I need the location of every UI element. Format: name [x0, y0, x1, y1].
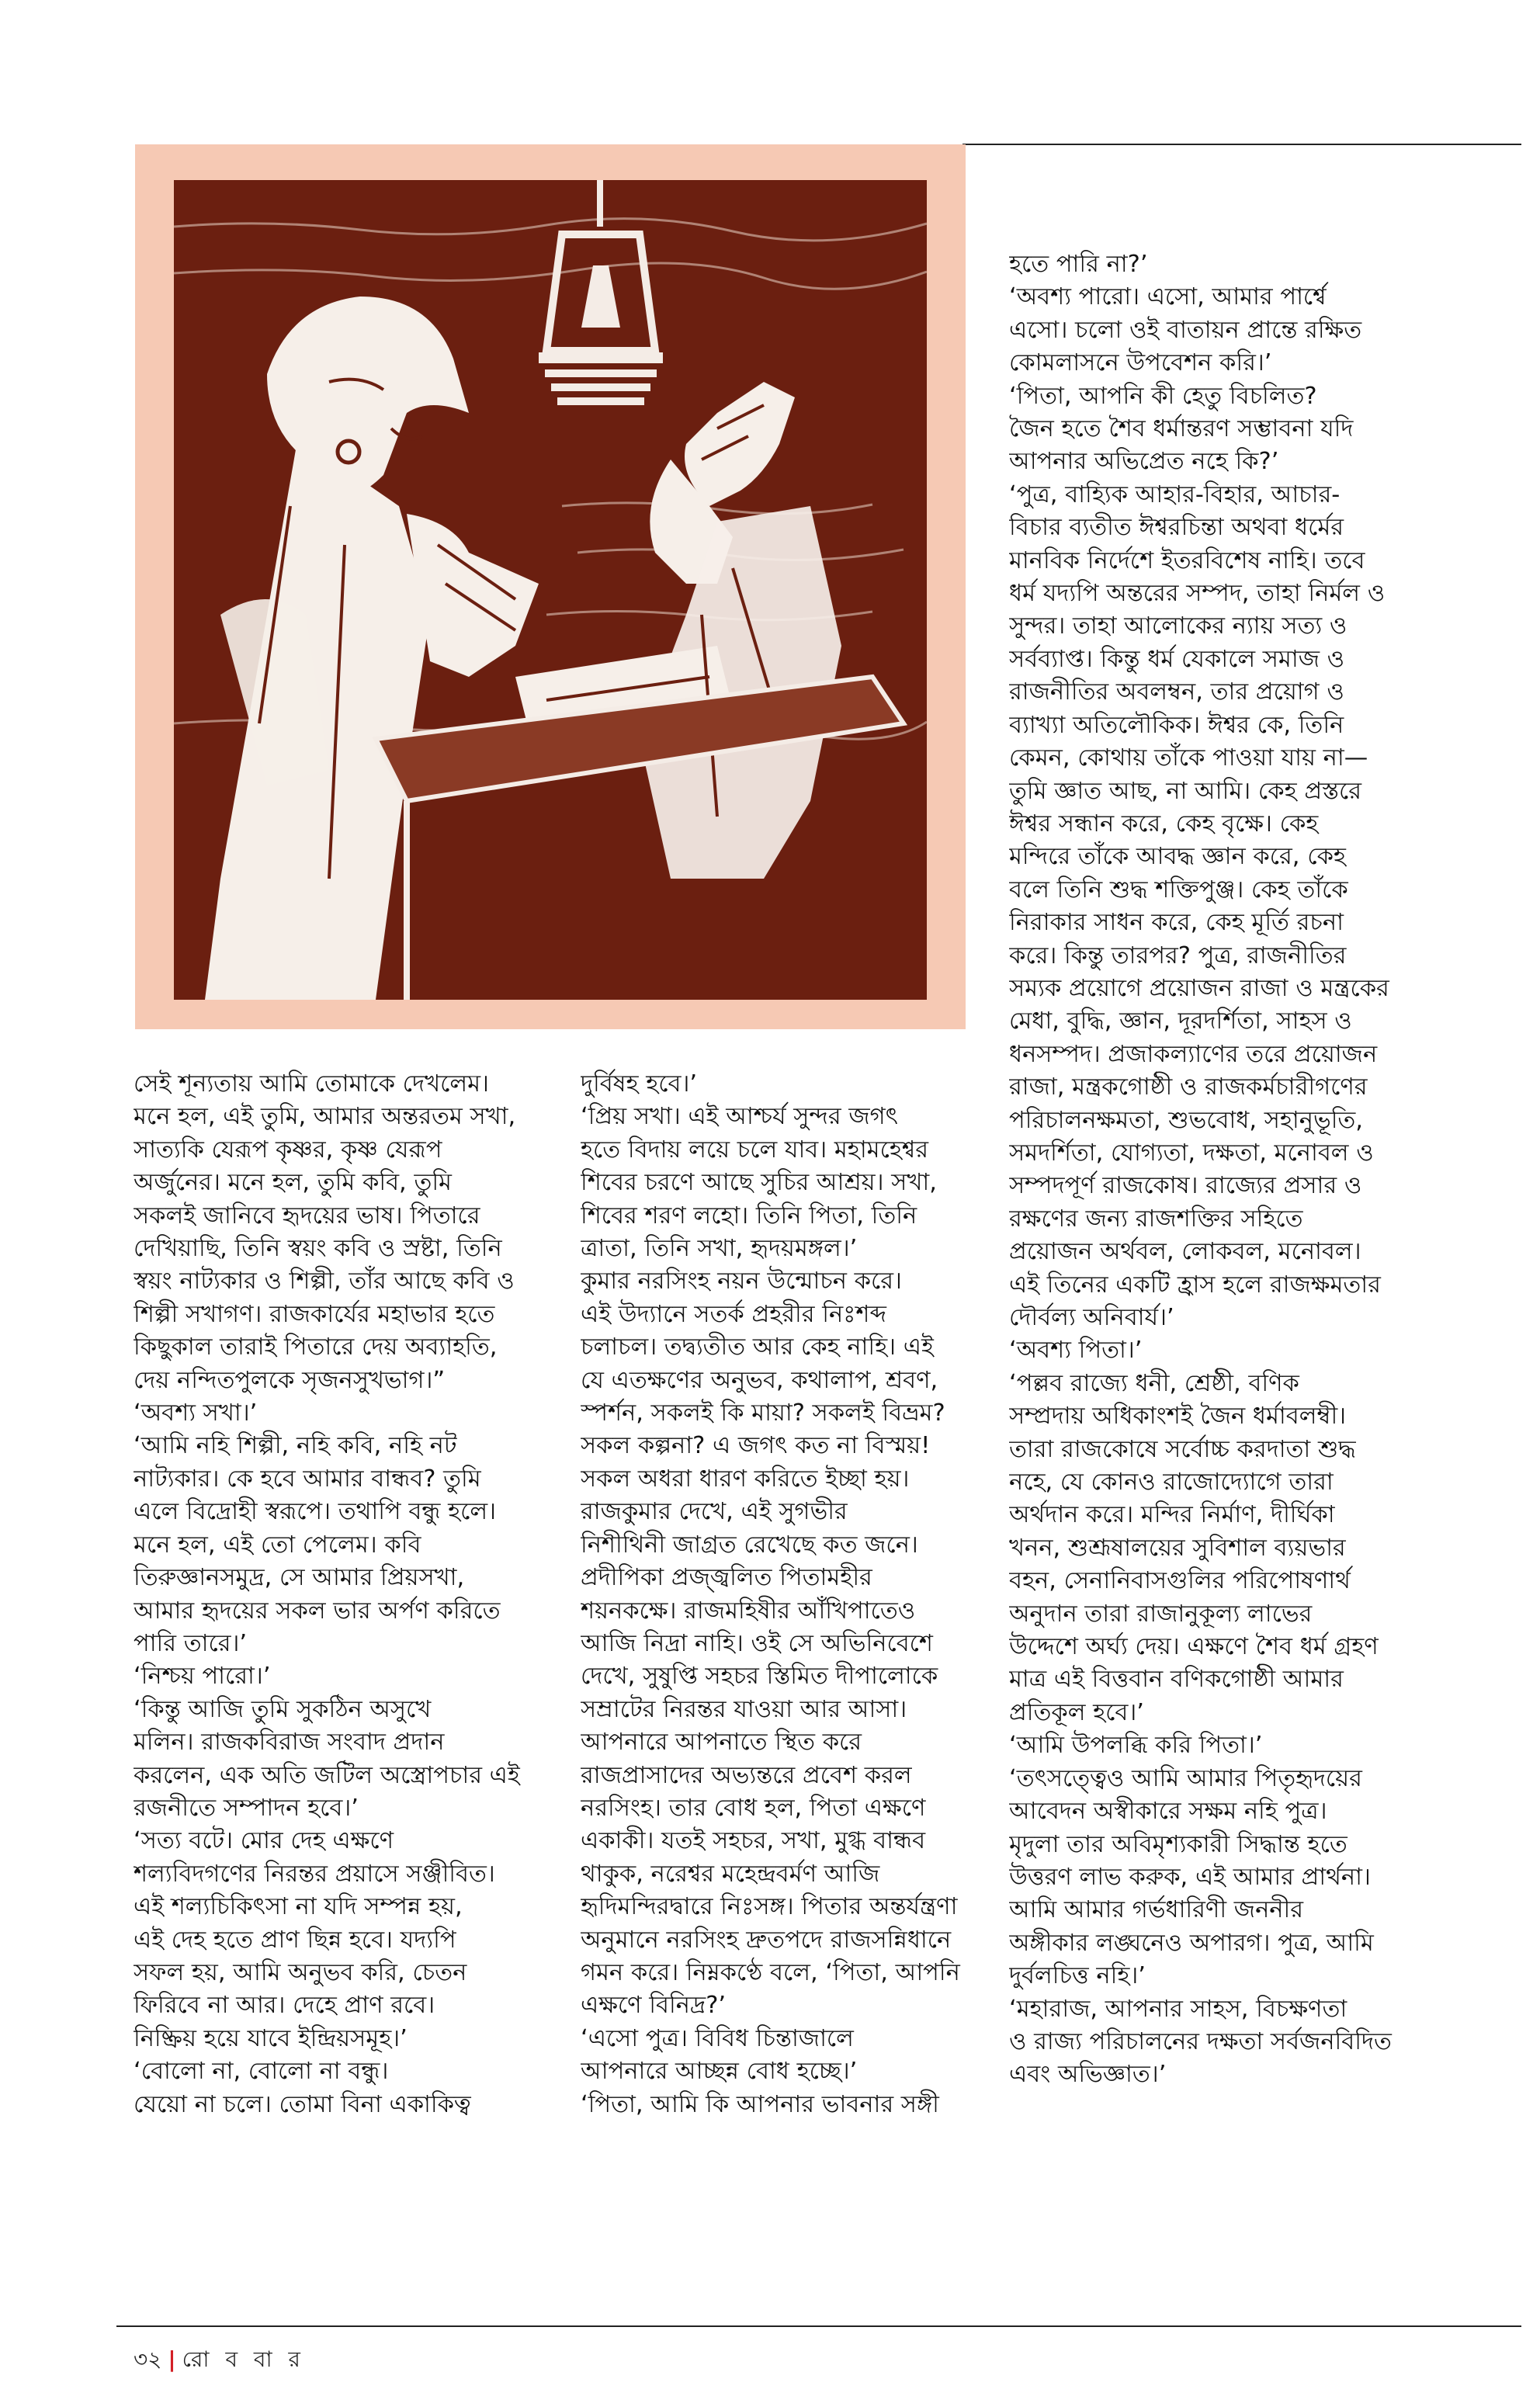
text-line: যে এতক্ষণের অনুভব, কথালাপ, শ্রবণ,: [581, 1366, 938, 1394]
text-line: রজনীতে সম্পাদন হবে।’: [134, 1794, 359, 1822]
text-line: অনুমানে নরসিংহ দ্রুতপদে রাজসন্নিধানে: [581, 1926, 952, 1954]
text-line: হতে বিদায় লয়ে চলে যাব। মহামহেশ্বর: [581, 1136, 929, 1164]
text-line: আপনারে আপনাতে স্থিত করে: [581, 1729, 862, 1757]
woodcut-illustration: [135, 144, 966, 1029]
text-line: দেখিয়াছি, তিনি স্বয়ং কবি ও স্রষ্টা, তিনি: [134, 1235, 502, 1263]
text-line: মানবিক নির্দেশে ইতরবিশেষ নাহি। তবে: [1009, 546, 1365, 574]
text-line: ‘এসো পুত্র। বিবিধ চিন্তাজালে: [581, 2024, 854, 2052]
text-line: বলে তিনি শুদ্ধ শক্তিপুঞ্জ। কেহ তাঁকে: [1009, 876, 1348, 903]
text-line: আজি নিদ্রা নাহি। ওই সে অভিনিবেশে: [581, 1629, 933, 1657]
text-line: মলিন। রাজকবিরাজ সংবাদ প্রদান: [134, 1729, 445, 1757]
text-line: চলাচল। তদ্ব্যতীত আর কেহ নাহি। এই: [581, 1333, 934, 1361]
text-line: কিছুকাল তারাই পিতারে দেয় অব্যাহতি,: [134, 1333, 498, 1361]
text-line: ‘প্রিয় সখা। এই আশ্চর্য সুন্দর জগৎ: [581, 1103, 898, 1131]
text-line: হৃদিমন্দিরদ্বারে নিঃসঙ্গ। পিতার অন্তর্যন্ত্রণা: [581, 1893, 958, 1921]
text-line: করে। কিন্তু তারপর? পুত্র, রাজনীতির: [1009, 942, 1347, 969]
text-line: ‘পুত্র, বাহ্যিক আহার-বিহার, আচার-: [1009, 480, 1341, 508]
text-line: ‘অবশ্য সখা।’: [134, 1399, 258, 1427]
text-line: দুর্বিষহ হবে।’: [581, 1070, 698, 1098]
text-line: যেয়ো না চলে। তোমা বিনা একাকিত্ব: [134, 2090, 471, 2118]
text-line: মন্দিরে তাঁকে আবদ্ধ জ্ঞান করে, কেহ: [1009, 843, 1346, 871]
text-line: ‘পল্লব রাজ্যে ধনী, শ্রেষ্ঠী, বণিক: [1009, 1369, 1299, 1397]
text-column-3: [1009, 248, 1498, 2298]
text-line: সুন্দর। তাহা আলোকের ন্যায় সত্য ও: [1009, 612, 1348, 640]
text-line: সকলই জানিবে হৃদয়ের ভাষ। পিতারে: [134, 1202, 480, 1229]
text-column-2: [581, 1068, 969, 2302]
text-line: মৃদুলা তার অবিমৃশ্যকারী সিদ্ধান্ত হতে: [1009, 1830, 1348, 1858]
text-line: রাজা, মন্ত্রকগোষ্ঠী ও রাজকর্মচারীগণের: [1009, 1073, 1368, 1101]
text-line: কুমার নরসিংহ নয়ন উন্মোচন করে।: [581, 1268, 902, 1295]
text-line: তিরুজ্ঞানসমুদ্র, সে আমার প্রিয়সখা,: [134, 1564, 465, 1592]
text-line: হতে পারি না?’: [1009, 251, 1148, 278]
text-line: অর্জুনের। মনে হল, তুমি কবি, তুমি: [134, 1169, 452, 1197]
text-line: প্রদীপিকা প্রজ্জ্বলিত পিতামহীর: [581, 1564, 872, 1592]
text-line: থাকুক, নরেশ্বর মহেন্দ্রবর্মণ আজি: [581, 1860, 880, 1888]
text-line: ‘অবশ্য পারো। এসো, আমার পার্শ্বে: [1009, 283, 1327, 311]
text-line: ‘সত্য বটে। মোর দেহ এক্ষণে: [134, 1827, 394, 1855]
text-line: উদ্দেশে অর্ঘ্য দেয়। এক্ষণে শৈব ধর্ম গ্রহণ: [1009, 1633, 1379, 1661]
page-number: ৩২: [134, 2346, 162, 2372]
text-line: রাজপ্রাসাদের অভ্যন্তরে প্রবেশ করল: [581, 1761, 912, 1789]
text-line: এই শল্যচিকিৎসা না যদি সম্পন্ন হয়,: [134, 1893, 463, 1921]
text-line: শয়নকক্ষে। রাজমহিষীর আঁখিপাতেও: [581, 1597, 916, 1625]
text-line: ‘আমি উপলব্ধি করি পিতা।’: [1009, 1732, 1263, 1760]
text-line: ‘আমি নহি শিল্পী, নহি কবি, নহি নট: [134, 1432, 457, 1460]
text-line: সম্রাটের নিরন্তর যাওয়া আর আসা।: [581, 1695, 907, 1723]
text-line: স্বয়ং নাট্যকার ও শিল্পী, তাঁর আছে কবি ও: [134, 1268, 515, 1295]
text-line: আপনার অভিপ্রেত নহে কি?’: [1009, 448, 1279, 476]
text-line: সেই শূন্যতায় আমি তোমাকে দেখলেম।: [134, 1070, 489, 1098]
text-line: ও রাজ্য পরিচালনের দক্ষতা সর্বজনবিদিত: [1009, 2027, 1392, 2055]
text-line: অর্থদান করে। মন্দির নির্মাণ, দীর্ঘিকা: [1009, 1501, 1335, 1529]
text-line: শল্যবিদগণের নিরন্তর প্রয়াসে সঞ্জীবিত।: [134, 1860, 495, 1888]
text-line: সম্প্রদায় অধিকাংশই জৈন ধর্মাবলম্বী।: [1009, 1403, 1347, 1431]
text-line: নিরাকার সাধন করে, কেহ মূর্তি রচনা: [1009, 909, 1344, 937]
text-line: এবং অভিজ্ঞাত।’: [1009, 2061, 1167, 2089]
text-line: মেধা, বুদ্ধি, জ্ঞান, দূরদর্শিতা, সাহস ও: [1009, 1007, 1352, 1035]
text-line: একাকী। যতই সহচর, সখা, মুগ্ধ বান্ধব: [581, 1827, 926, 1855]
text-line: অনুদান তারা রাজানুকূল্য লাভের: [1009, 1600, 1313, 1628]
text-line: কোমলাসনে উপবেশন করি।’: [1009, 349, 1272, 377]
text-line: নিশীথিনী জাগ্রত রেখেছে কত জনে।: [581, 1531, 918, 1559]
text-line: ফিরিবে না আর। দেহে প্রাণ রবে।: [134, 1992, 435, 2020]
text-line: সকল অধরা ধারণ করিতে ইচ্ছা হয়।: [581, 1465, 910, 1493]
text-line: সর্বব্যাপ্ত। কিন্তু ধর্ম যেকালে সমাজ ও: [1009, 645, 1345, 673]
text-line: এই দেহ হতে প্রাণ ছিন্ন হবে। যদ্যপি: [134, 1926, 456, 1954]
text-line: দেয় নন্দিতপুলকে সৃজনসুখভাগ।”: [134, 1366, 446, 1394]
text-line: রাজনীতির অবলম্বন, তার প্রয়োগ ও: [1009, 678, 1344, 706]
text-line: করলেন, এক অতি জটিল অস্ত্রোপচার এই: [134, 1761, 520, 1789]
text-line: বিচার ব্যতীত ঈশ্বরচিন্তা অথবা ধর্মের: [1009, 514, 1344, 542]
text-line: খনন, শুশ্রূষালয়ের সুবিশাল ব্যয়ভার: [1009, 1534, 1346, 1562]
text-line: ‘তৎসত্ত্বেও আমি আমার পিতৃহৃদয়ের: [1009, 1764, 1362, 1792]
text-line: দৌর্বল্য অনিবার্য।’: [1009, 1304, 1174, 1331]
footer-separator: |: [168, 2346, 176, 2372]
text-line: সমদর্শিতা, যোগ্যতা, দক্ষতা, মনোবল ও: [1009, 1139, 1374, 1167]
text-column-1: [134, 1068, 553, 2302]
text-line: রক্ষণের জন্য রাজশক্তির সহিতে: [1009, 1205, 1303, 1233]
magazine-name: রো ব বা র: [182, 2346, 305, 2372]
text-line: আপনারে আচ্ছন্ন বোধ হচ্ছে।’: [581, 2058, 858, 2086]
text-line: সাত্যকি যেরূপ কৃষ্ণর, কৃষ্ণ যেরূপ: [134, 1136, 442, 1164]
text-line: প্রয়োজন অর্থবল, লোকবল, মনোবল।: [1009, 1238, 1361, 1266]
text-line: ধর্ম যদ্যপি অন্তরের সম্পদ, তাহা নির্মল ও: [1009, 580, 1386, 608]
text-line: বহন, সেনানিবাসগুলির পরিপোষণার্থ: [1009, 1567, 1351, 1595]
text-line: এই উদ্যানে সতর্ক প্রহরীর নিঃশব্দ: [581, 1300, 886, 1328]
text-line: দুর্বলচিত্ত নহি।’: [1009, 1962, 1146, 1990]
text-line: আমি আমার গর্ভধারিণী জননীর: [1009, 1896, 1303, 1924]
text-line: কেমন, কোথায় তাঁকে পাওয়া যায় না—: [1009, 744, 1368, 772]
text-line: সম্পদপূর্ণ রাজকোষ। রাজ্যের প্রসার ও: [1009, 1172, 1362, 1200]
text-line: এক্ষণে বিনিদ্র?’: [581, 1992, 727, 2020]
text-line: শিল্পী সখাগণ। রাজকার্যের মহাভার হতে: [134, 1300, 495, 1328]
text-line: ঈশ্বর সন্ধান করে, কেহ বৃক্ষে। কেহ: [1009, 810, 1319, 838]
page-footer: [134, 2343, 305, 2379]
text-line: উত্তরণ লাভ করুক, এই আমার প্রার্থনা।: [1009, 1863, 1371, 1891]
text-line: আবেদন অস্বীকারে সক্ষম নহি পুত্র।: [1009, 1798, 1327, 1826]
text-line: এই তিনের একটি হ্রাস হলে রাজক্ষমতার: [1009, 1271, 1381, 1299]
text-line: সম্যক প্রয়োগে প্রয়োজন রাজা ও মন্ত্রকের: [1009, 974, 1389, 1002]
illustration-artwork: [174, 180, 927, 1000]
text-line: ব্যাখ্যা অতিলৌকিক। ঈশ্বর কে, তিনি: [1009, 711, 1344, 739]
text-line: মনে হল, এই তুমি, আমার অন্তরতম সখা,: [134, 1103, 516, 1131]
bottom-rule: [116, 2325, 1521, 2327]
text-line: দেখে, সুষুপ্তি সহচর স্তিমিত দীপালোকে: [581, 1663, 938, 1691]
text-line: ‘বোলো না, বোলো না বন্ধু।: [134, 2058, 389, 2086]
text-line: স্পর্শন, সকলই কি মায়া? সকলই বিভ্রম?: [581, 1399, 945, 1427]
text-line: আমার হৃদয়ের সকল ভার অর্পণ করিতে: [134, 1597, 501, 1625]
text-line: শিবের শরণ লহো। তিনি পিতা, তিনি: [581, 1202, 917, 1229]
text-line: প্রতিকূল হবে।’: [1009, 1698, 1144, 1726]
text-line: ‘নিশ্চয় পারো।’: [134, 1663, 271, 1691]
text-line: ‘মহারাজ, আপনার সাহস, বিচক্ষণতা: [1009, 1995, 1348, 2023]
text-line: মনে হল, এই তো পেলেম। কবি: [134, 1531, 421, 1559]
text-line: পারি তারে।’: [134, 1629, 248, 1657]
text-line: তুমি জ্ঞাত আছ, না আমি। কেহ প্রস্তরে: [1009, 777, 1362, 805]
text-line: নাট্যকার। কে হবে আমার বান্ধব? তুমি: [134, 1465, 481, 1493]
top-rule: [962, 144, 1521, 145]
text-line: গমন করে। নিম্নকণ্ঠে বলে, ‘পিতা, আপনি: [581, 1958, 960, 1986]
text-line: জৈন হতে শৈব ধর্মান্তরণ সম্ভাবনা যদি: [1009, 415, 1354, 443]
text-line: মাত্র এই বিত্তবান বণিকগোষ্ঠী আমার: [1009, 1666, 1344, 1694]
text-line: সফল হয়, আমি অনুভব করি, চেতন: [134, 1958, 467, 1986]
text-line: ধনসম্পদ। প্রজাকল্যাণের তরে প্রয়োজন: [1009, 1040, 1378, 1068]
text-line: এসো। চলো ওই বাতায়ন প্রান্তে রক্ষিত: [1009, 316, 1362, 344]
text-line: এলে বিদ্রোহী স্বরূপে। তথাপি বন্ধু হলে।: [134, 1498, 497, 1526]
text-line: অঙ্গীকার লঙ্ঘনেও অপারগ। পুত্র, আমি: [1009, 1929, 1374, 1957]
text-line: ‘পিতা, আপনি কী হেতু বিচলিত?: [1009, 382, 1317, 410]
text-line: নরসিংহ। তার বোধ হল, পিতা এক্ষণে: [581, 1794, 926, 1822]
text-line: নহে, যে কোনও রাজোদ্যোগে তারা: [1009, 1469, 1334, 1496]
text-line: শিবের চরণে আছে সুচির আশ্রয়। সখা,: [581, 1169, 937, 1197]
text-line: সকল কল্পনা? এ জগৎ কত না বিস্ময়!: [581, 1432, 931, 1460]
text-line: পরিচালনক্ষমতা, শুভবোধ, সহানুভূতি,: [1009, 1106, 1364, 1134]
text-line: ‘কিন্তু আজি তুমি সুকঠিন অসুখে: [134, 1695, 432, 1723]
text-line: ত্রাতা, তিনি সখা, হৃদয়মঙ্গল।’: [581, 1235, 858, 1263]
text-line: নিষ্ক্রিয় হয়ে যাবে ইন্দ্রিয়সমূহ।’: [134, 2024, 408, 2052]
text-line: তারা রাজকোষে সর্বোচ্চ করদাতা শুদ্ধ: [1009, 1435, 1356, 1463]
text-line: রাজকুমার দেখে, এই সুগভীর: [581, 1498, 848, 1526]
text-line: ‘অবশ্য পিতা।’: [1009, 1337, 1143, 1365]
text-line: ‘পিতা, আমি কি আপনার ভাবনার সঙ্গী: [581, 2090, 939, 2118]
